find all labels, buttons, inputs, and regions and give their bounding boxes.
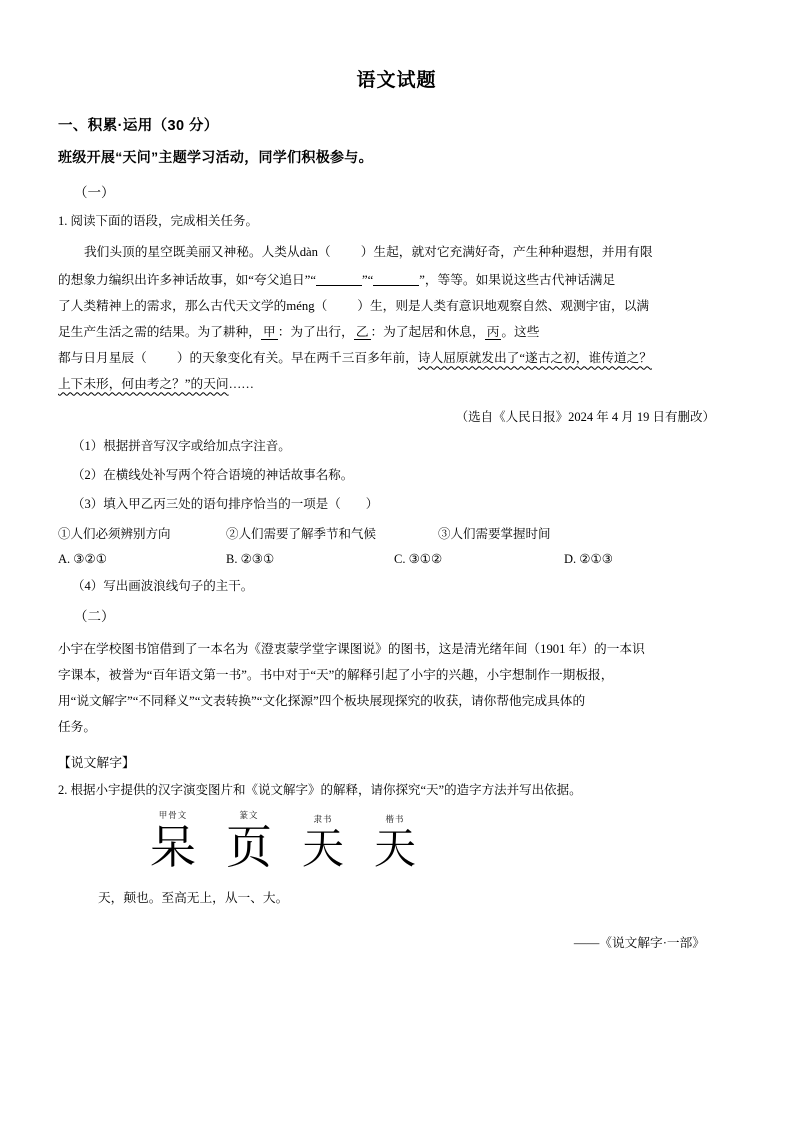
passage-text: 都与日月星辰（ xyxy=(58,351,147,366)
shuowen-quote: 天，颠也。至高无上，从一、大。 xyxy=(98,891,289,906)
module-label-shuowen: 【说文解字】 xyxy=(58,756,135,771)
sub-question-4: （4）写出画波浪线句子的主干。 xyxy=(72,578,254,593)
multiple-choice-row xyxy=(58,551,735,567)
passage-text: ）的天象变化有关。早在两千三百多年前， xyxy=(176,351,418,366)
sub-question-3: （3）填入甲乙丙三处的语句排序恰当的一项是（ ） xyxy=(72,496,379,511)
passage-line-6 xyxy=(58,371,735,397)
passage-line-2 xyxy=(58,267,735,293)
paren-open: （ xyxy=(314,299,328,314)
glyph-character: 天 xyxy=(374,824,417,874)
sub-question-2: （2）在横线处补写两个符合语境的神话故事名称。 xyxy=(72,468,354,483)
glyph-cell-seal xyxy=(226,809,272,875)
question-1-stem: 1. 阅读下面的语段，完成相关任务。 xyxy=(58,214,259,228)
page-title: 语文试题 xyxy=(356,70,437,91)
passage-line-1 xyxy=(58,240,735,265)
glyph-cell-clerical xyxy=(302,813,345,874)
pinyin-meng: méng xyxy=(286,299,315,314)
option-2: ②人们需要了解季节和气候 xyxy=(226,526,377,541)
slot-bing: 丙 xyxy=(486,325,500,340)
group-label-one: （一） xyxy=(74,185,115,200)
glyph-cell-oracle xyxy=(150,809,196,875)
choice-d[interactable]: D. ②①③ xyxy=(564,551,613,566)
passage-text: 了人类精神上的需求，那么古代天文学的 xyxy=(58,299,287,314)
paren-close: ） xyxy=(357,299,370,314)
passage-line-4 xyxy=(58,319,735,345)
passage-text: ”，等等。如果说这些古代神话满足 xyxy=(419,273,616,288)
question-2-stem: 2. 根据小宇提供的汉字演变图片和《说文解字》的解释，请你探究“天”的造字方法并写出依据。 xyxy=(58,783,582,798)
section-heading: 一、积累·运用（30 分） xyxy=(58,118,219,134)
passage-text: 生，则是人类有意识地观察自然、观测宇宙，以满 xyxy=(369,299,650,314)
glyph-caption: 甲骨文 xyxy=(158,810,188,821)
pinyin-dan: dàn xyxy=(299,244,319,259)
passage-text: …… xyxy=(228,377,254,392)
glyph-evolution-figure xyxy=(58,809,735,875)
slot-yi: 乙 xyxy=(355,325,369,340)
passage-source: （选自《人民日报》2024 年 4 月 19 日有删改） xyxy=(455,410,715,425)
option-3: ③人们需要掌握时间 xyxy=(438,526,551,541)
passage-text: 生起，就对它充满好奇，产生种种遐想，并用有限 xyxy=(373,244,653,259)
paren-close: ） xyxy=(360,244,374,259)
sub-question-1: （1）根据拼音写汉字或给加点字注音。 xyxy=(72,439,291,454)
passage-text: ”“ xyxy=(361,273,374,288)
choice-b[interactable]: B. ②③① xyxy=(226,551,275,566)
group-label-two: （二） xyxy=(74,609,115,625)
shuowen-attribution: ——《说文解字·一部》 xyxy=(573,936,705,951)
story-name-blank-2 xyxy=(373,285,419,286)
passage-line-3 xyxy=(58,293,735,319)
section-subheading: 班级开展“天问”主题学习活动，同学们积极参与。 xyxy=(58,149,373,165)
glyph-character: 天 xyxy=(302,824,345,874)
wavy-underline-text: 上下未形，何由考之？”的天问 xyxy=(58,377,229,392)
passage-text: 的想象力编织出许多神话故事，如“夸父追日”“ xyxy=(58,273,316,288)
wavy-underline-text: 诗人屈原就发出了“遂古之初，谁传道之？ xyxy=(417,351,652,366)
slot-jia: 甲 xyxy=(263,325,276,340)
story-name-blank-1 xyxy=(316,285,362,286)
group-two-paragraph-line-3: 用“说文解字”“不同释义”“文表转换”“文化探源”四个板块展现探究的收获，请你帮他完成具体的 xyxy=(58,694,586,709)
glyph-caption: 隶书 xyxy=(313,814,333,825)
passage-text: 。这些 xyxy=(501,325,540,340)
option-1: ①人们必须辨别方向 xyxy=(58,526,171,541)
glyph-cell-regular xyxy=(374,813,417,874)
glyph-character: 页 xyxy=(226,820,272,875)
glyph-caption: 篆文 xyxy=(239,810,259,821)
passage-text: ：为了起居和休息， xyxy=(370,325,485,340)
group-two-paragraph-line-4: 任务。 xyxy=(58,720,97,735)
ordering-options xyxy=(58,524,735,542)
choice-a[interactable]: A. ③②① xyxy=(58,551,107,566)
paren-open: （ xyxy=(318,244,331,259)
passage-text: ：为了出行， xyxy=(277,325,354,340)
glyph-caption: 楷书 xyxy=(385,814,405,825)
passage-text: 我们头顶的星空既美丽又神秘。人类从 xyxy=(84,244,300,259)
passage-text: 足生产生活之需的结果。为了耕种， xyxy=(58,325,261,340)
glyph-character: 呆 xyxy=(150,820,196,875)
group-two-paragraph-line-2: 字课本，被誉为“百年语文第一书”。书中对于“天”的解释引起了小宇的兴趣，小宇想制作一期板报， xyxy=(58,668,614,683)
group-two-paragraph-line-1: 小宇在学校图书馆借到了一本名为《澄衷蒙学堂字课图说》的图书，这是清光绪年间（1901 年）的一本识 xyxy=(58,642,645,657)
choice-c[interactable]: C. ③①② xyxy=(394,551,443,566)
passage-line-5 xyxy=(58,345,735,371)
